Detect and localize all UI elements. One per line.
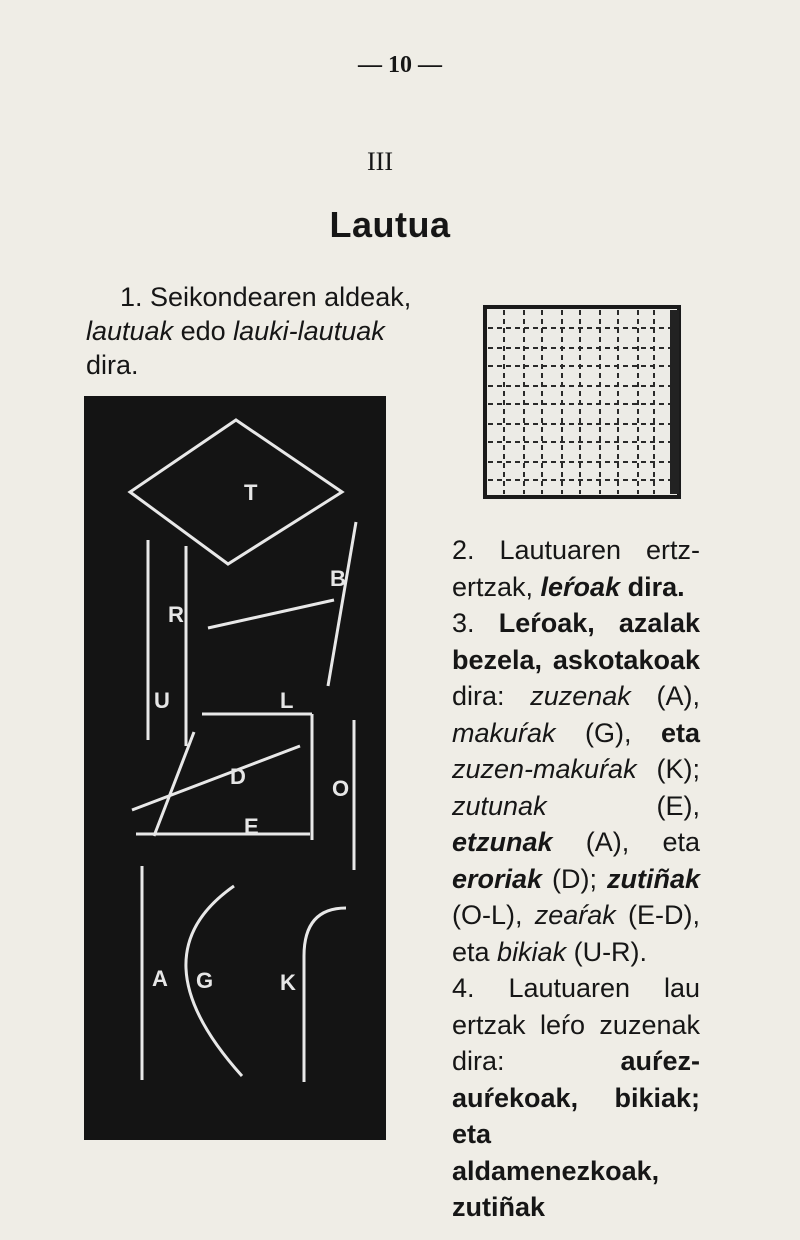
label-b: B [330, 566, 346, 591]
word-edo: edo [173, 316, 234, 346]
label-r: R [168, 602, 184, 627]
line-d-short [154, 732, 194, 836]
term-zutinak: zutiñak [606, 863, 700, 894]
term-zuzenak: zuzenak [530, 681, 631, 711]
page-number: — 10 — [358, 52, 442, 78]
label-a2: (A), eta [552, 827, 700, 857]
label-g-text: (G), [555, 717, 661, 748]
item-2-number: 2. [452, 535, 500, 565]
term-zuzen-makurak: zuzen-makuŕak [452, 754, 637, 784]
figure-labels [152, 480, 349, 995]
term-leroak: leŕoak [540, 571, 621, 602]
square-outline [485, 307, 679, 497]
paragraph-1-line-1: 1. Seikondearen aldeak, [120, 282, 412, 312]
item-2-end: dira. [620, 571, 685, 602]
grid-lines [488, 310, 670, 494]
term-zearak: zeaŕak [534, 900, 616, 930]
item-4-text: Lautuaren lau ertzak leŕo zuzenak dira: [452, 973, 700, 1076]
label-ed-text: (E-D), eta [452, 900, 700, 967]
label-e: E [244, 814, 259, 839]
item-4-number: 4. [452, 973, 509, 1003]
chapter-number: III [367, 147, 393, 176]
paragraph-4 [418, 970, 700, 1226]
label-k-text: (K); [636, 754, 700, 784]
line-b-oblique [328, 522, 356, 686]
label-k: K [280, 970, 296, 995]
item-3-number: 3. [452, 608, 499, 638]
label-o: O [332, 776, 350, 801]
term-lauki-lautuak: lauki-lautuak [233, 316, 385, 346]
label-ur-text: (U-R). [566, 936, 648, 967]
term-lautuak: lautuak [86, 316, 174, 346]
right-column-text [418, 532, 700, 1226]
label-l: L [280, 688, 294, 713]
lines-figure-svg [84, 396, 386, 1140]
item-4-bold-text: auŕez-auŕekoak, bikiak; eta aldamenezkoak, zutiñak [452, 1046, 700, 1222]
paragraph-1-line-2 [86, 314, 466, 348]
label-d: D [230, 764, 246, 789]
paragraph-2 [418, 532, 700, 605]
label-e-text: (E), [546, 790, 700, 821]
line-b-cross [208, 600, 334, 628]
paragraph-3 [418, 605, 700, 970]
label-t: T [244, 480, 258, 505]
item-2-text: Lautuaren ertz-ertzak, [452, 535, 700, 602]
line-d-oblique [132, 746, 300, 810]
label-d-text: (D); [542, 863, 607, 894]
curve-g [186, 886, 242, 1076]
section-title: Lautua [329, 204, 451, 245]
paragraph-1-line-3: dira. [86, 350, 139, 380]
label-ol-text: (O-L), [452, 900, 535, 930]
term-bikiak: bikiak [497, 936, 567, 967]
term-zutunak: zutunak [452, 790, 547, 821]
lines-figure-plate [84, 396, 386, 1140]
label-g: G [196, 968, 214, 993]
label-a: A [152, 966, 168, 991]
item-3-lead: Leŕoak, azalak bezela, askotakoak [452, 608, 700, 675]
rhombus-shape [130, 420, 342, 564]
term-makurak: makuŕak [452, 717, 556, 748]
term-eroriak: eroriak [452, 863, 543, 894]
word-eta: eta [660, 717, 700, 748]
paragraph-1 [86, 280, 466, 382]
square-grid-figure [482, 304, 682, 500]
line-k-curved [304, 908, 346, 1082]
term-etzunak: etzunak [452, 827, 553, 857]
square-grid-svg [482, 304, 682, 500]
square-shadow-edge [670, 310, 679, 494]
label-a1: (A), [630, 681, 701, 711]
label-u: U [154, 688, 170, 713]
item-3-dira: dira: [452, 681, 531, 711]
